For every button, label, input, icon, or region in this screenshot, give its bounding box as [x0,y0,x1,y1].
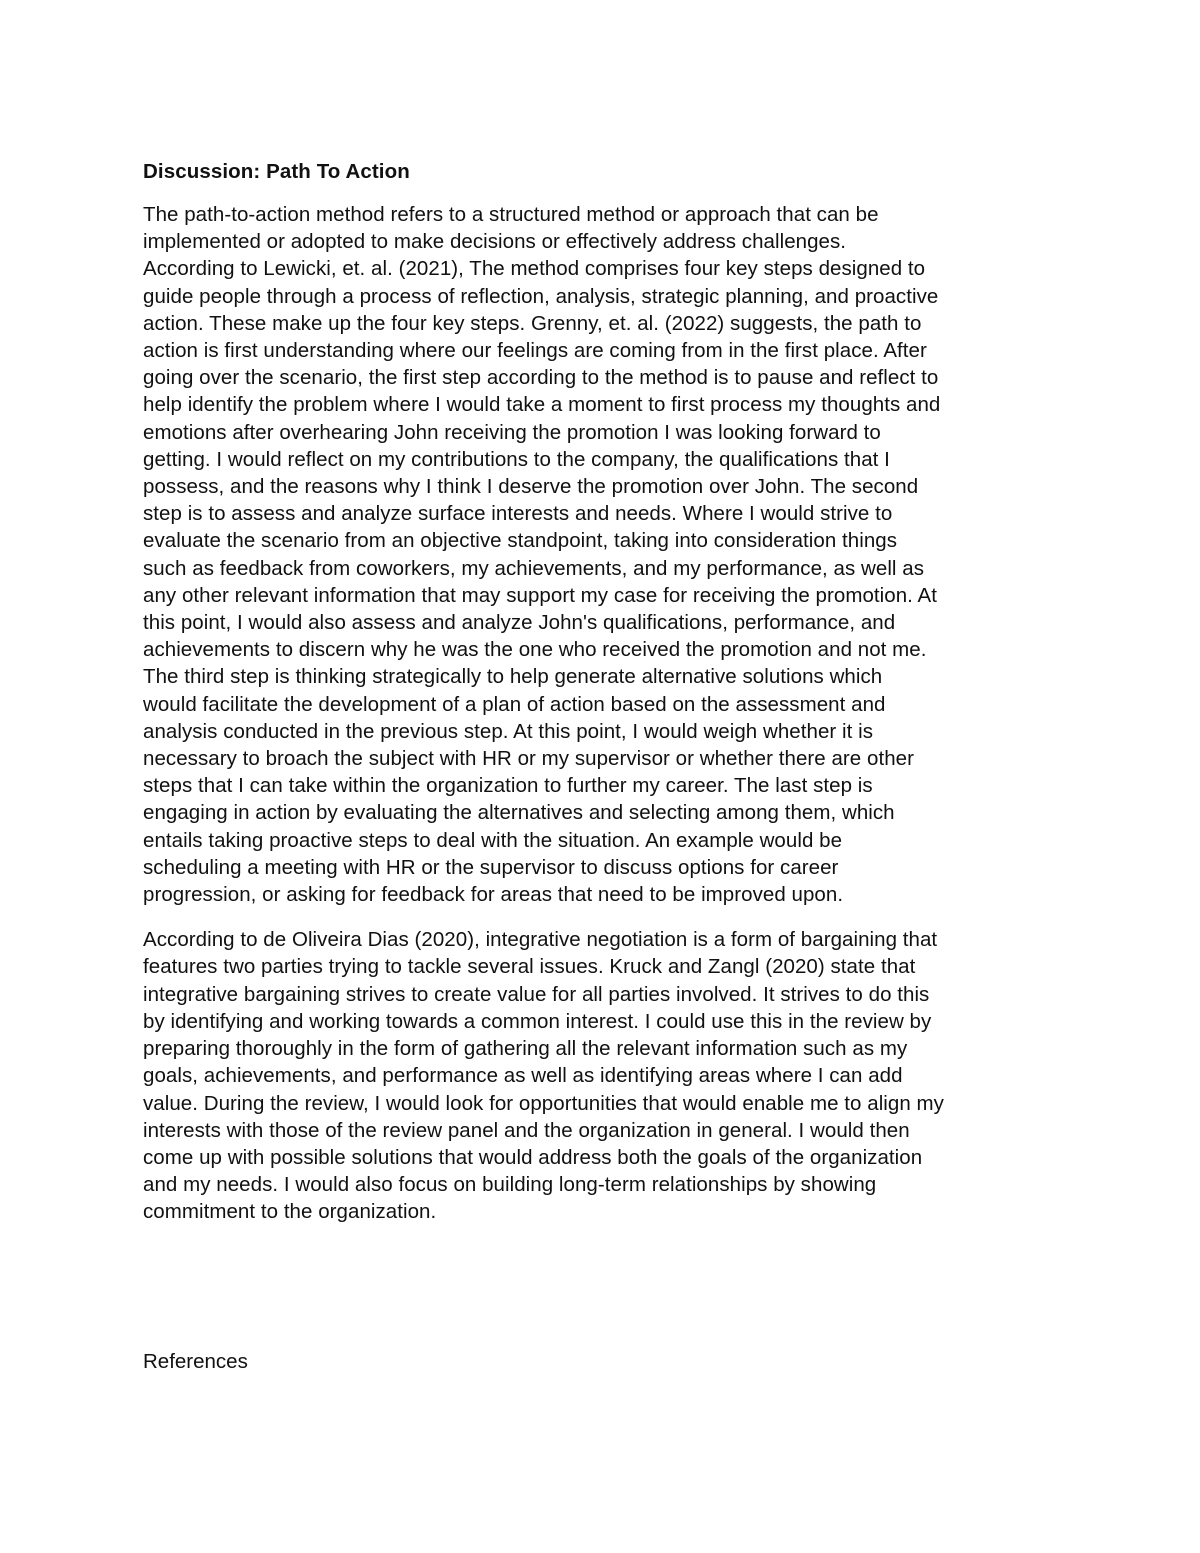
paragraph-integrative-negotiation [143,926,1063,1225]
paragraph-path-to-action [143,201,1063,908]
references-heading: References [143,1350,248,1373]
text-line: commitment to the organization. [143,1200,437,1224]
text-line: implemented or adopted to make decisions or effectively address challenges. [143,230,847,254]
text-line: action. These make up the four key steps. Grenny, et. al. (2022) suggests, the path to [143,311,922,335]
text-line: emotions after overhearing John receiving the promotion I was looking forward to [143,420,881,444]
text-line: action is first understanding where our feelings are coming from in the first place. After [143,339,927,363]
text-line: features two parties trying to tackle several issues. Kruck and Zangl (2020) state that [143,955,916,979]
text-line: such as feedback from coworkers, my achievements, and my performance, as well as [143,556,925,580]
text-line: step is to assess and analyze surface interests and needs. Where I would strive to [143,502,893,526]
text-line: scheduling a meeting with HR or the supervisor to discuss options for career [143,855,839,879]
text-line: achievements to discern why he was the one who received the promotion and not me. [143,638,927,662]
text-line: progression, or asking for feedback for areas that need to be improved upon. [143,883,844,907]
text-line: According to Lewicki, et. al. (2021), The method comprises four key steps designed to [143,257,926,281]
text-line: entails taking proactive steps to deal with the situation. An example would be [143,828,843,852]
text-line: goals, achievements, and performance as well as identifying areas where I can add [143,1064,903,1088]
text-line: by identifying and working towards a common interest. I could use this in the review by [143,1009,932,1033]
text-line: evaluate the scenario from an objective standpoint, taking into consideration things [143,529,898,553]
text-line: this point, I would also assess and analyze John's qualifications, performance, and [143,611,896,635]
text-line: help identify the problem where I would take a moment to first process my thoughts and [143,393,941,417]
text-line: necessary to broach the subject with HR or my supervisor or whether there are other [143,747,914,771]
document-body [143,158,1063,1244]
text-line: getting. I would reflect on my contributions to the company, the qualifications that I [143,447,890,471]
text-line: steps that I can take within the organization to further my career. The last step is [143,774,873,798]
text-line: come up with possible solutions that would address both the goals of the organization [143,1145,923,1169]
text-line: and my needs. I would also focus on building long-term relationships by showing [143,1173,877,1197]
text-line: The third step is thinking strategically to help generate alternative solutions which [143,665,883,689]
text-line: going over the scenario, the first step according to the method is to pause and reflect to [143,366,939,390]
text-line: preparing thoroughly in the form of gathering all the relevant information such as my [143,1037,908,1061]
text-line: any other relevant information that may support my case for receiving the promotion. At [143,583,937,607]
text-line: The path-to-action method refers to a structured method or approach that can be [143,203,879,226]
text-line: would facilitate the development of a plan of action based on the assessment and [143,692,886,716]
text-line: possess, and the reasons why I think I deserve the promotion over John. The second [143,475,919,499]
text-line: analysis conducted in the previous step. At this point, I would weigh whether it is [143,719,874,743]
document-title: Discussion: Path To Action [143,160,410,183]
text-line: value. During the review, I would look for opportunities that would enable me to align my [143,1091,944,1115]
text-line: According to de Oliveira Dias (2020), integrative negotiation is a form of bargaining that [143,928,938,952]
text-line: integrative bargaining strives to create value for all parties involved. It strives to do this [143,982,930,1006]
text-line: engaging in action by evaluating the alternatives and selecting among them, which [143,801,895,825]
text-line: guide people through a process of reflection, analysis, strategic planning, and proactive [143,284,939,308]
text-line: interests with those of the review panel and the organization in general. I would then [143,1118,910,1142]
